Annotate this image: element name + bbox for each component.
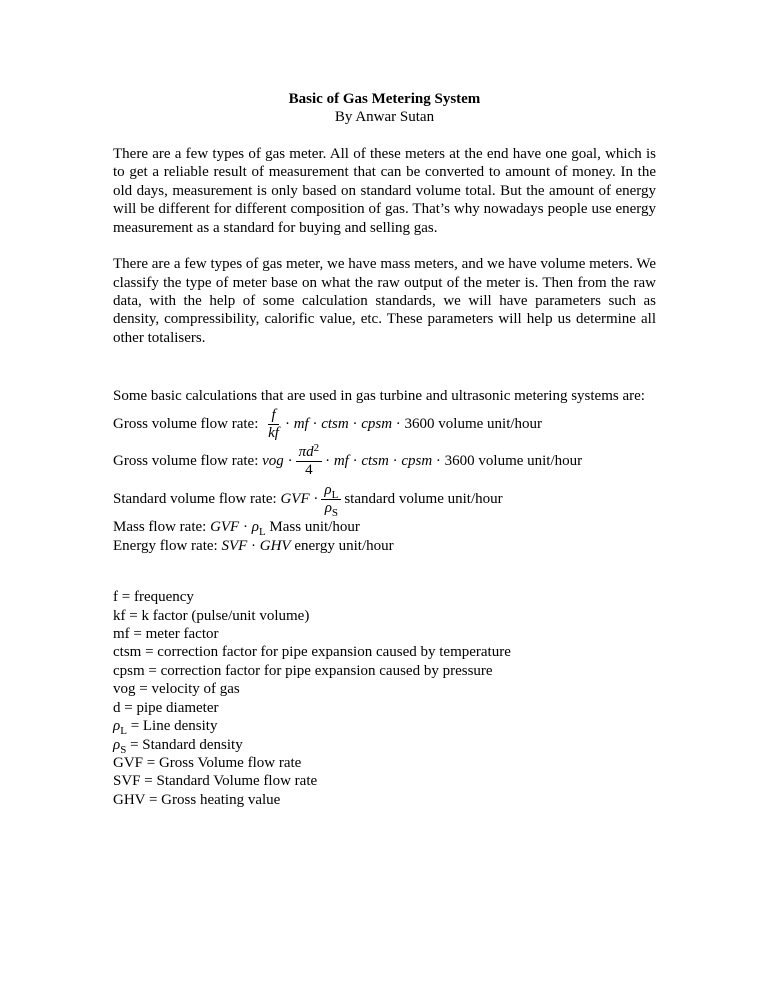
text-segment: cpsm = correction factor for pipe expansion caused by pressure bbox=[113, 662, 493, 679]
fraction bbox=[265, 407, 282, 443]
math-variable: ctsm bbox=[361, 453, 389, 470]
text-segment: · 3600 volume unit/hour bbox=[392, 415, 543, 432]
math-variable: ρ bbox=[251, 519, 259, 536]
formula-line bbox=[113, 443, 656, 481]
math-variable: GHV bbox=[259, 537, 291, 554]
definition-line bbox=[113, 736, 656, 754]
formula-line bbox=[113, 537, 656, 555]
math-variable: ρ bbox=[324, 481, 332, 498]
math-variable: mf bbox=[333, 453, 349, 470]
math-variable: ρ bbox=[324, 499, 332, 516]
text-segment: · bbox=[309, 490, 319, 507]
paragraph: There are a few types of gas meter, we have mass meters, and we have volume meters. We classify the type of meter base on what the raw output of the meter is. Then from the raw data, with the help of some calculation standards, we will have parameters such as density, compressibility, calorific value, etc. These parameters will help us determine all other totalisers. bbox=[113, 256, 656, 346]
definition-line bbox=[113, 625, 656, 643]
math-variable: GVF bbox=[210, 519, 240, 536]
math-variable: πd bbox=[298, 444, 314, 461]
formula-label: Energy flow rate: bbox=[113, 537, 222, 554]
math-variable: SVF bbox=[221, 537, 248, 554]
text-segment: Mass unit/hour bbox=[265, 519, 360, 536]
text-segment: S bbox=[120, 743, 127, 756]
definition-line bbox=[113, 754, 656, 772]
formula-label: Mass flow rate: bbox=[113, 519, 211, 536]
definition-line bbox=[113, 643, 656, 661]
formula-line bbox=[113, 481, 656, 519]
definitions-block bbox=[113, 588, 656, 809]
text-segment: · bbox=[348, 453, 362, 470]
definition-line bbox=[113, 680, 656, 698]
fraction bbox=[321, 482, 341, 518]
formula-label: Gross volume flow rate: bbox=[113, 415, 263, 432]
text-segment: · 3600 volume unit/hour bbox=[432, 453, 583, 470]
math-variable: GVF bbox=[280, 490, 310, 507]
math-variable: vog bbox=[262, 453, 284, 470]
text-segment: · bbox=[388, 453, 402, 470]
definition-line bbox=[113, 662, 656, 680]
text-segment: · bbox=[325, 453, 334, 470]
definition-line bbox=[113, 588, 656, 606]
formulas-block bbox=[113, 406, 656, 555]
text-segment: GVF = Gross Volume flow rate bbox=[113, 755, 302, 771]
text-segment: kf = k factor (pulse/unit volume) bbox=[113, 607, 310, 624]
math-variable: ρ bbox=[113, 718, 121, 735]
text-segment: S bbox=[331, 506, 339, 519]
definition-line bbox=[113, 772, 656, 790]
text-segment: standard volume unit/hour bbox=[344, 490, 503, 507]
text-segment: GHV = Gross heating value bbox=[113, 791, 281, 808]
math-variable: ρ bbox=[113, 736, 121, 753]
text-segment: 2 bbox=[313, 442, 320, 455]
text-segment: energy unit/hour bbox=[290, 537, 394, 554]
text-segment: mf = meter factor bbox=[113, 625, 219, 642]
text-segment: 4 bbox=[305, 462, 313, 479]
formula-label: Standard volume flow rate: bbox=[113, 490, 281, 507]
page-title: Basic of Gas Metering System bbox=[288, 91, 481, 107]
text-segment: · bbox=[284, 415, 294, 432]
paragraph: There are a few types of gas meter. All of these meters at the end have one goal, which is to get a reliable result of measurement that can be converted to amount of money. In the old days, measurement is only based on standard volume total. But the amount of energy will be different for different composition of gas. That’s why nowadays people use energy measurement as a standard for buying and selling gas. bbox=[113, 145, 656, 236]
byline: By Anwar Sutan bbox=[334, 109, 435, 126]
calculations-intro: Some basic calculations that are used in gas turbine and ultrasonic metering systems are: bbox=[113, 388, 645, 405]
text-segment: L bbox=[258, 526, 266, 539]
text-segment: · bbox=[239, 519, 252, 536]
math-variable: cpsm bbox=[361, 415, 393, 432]
definition-line bbox=[113, 717, 656, 738]
text-segment: d = pipe diameter bbox=[113, 699, 219, 716]
text-segment: · bbox=[283, 453, 293, 470]
fraction bbox=[296, 444, 323, 480]
formula-line bbox=[113, 406, 656, 444]
math-variable: kf bbox=[268, 424, 279, 441]
text-segment: · bbox=[247, 537, 260, 554]
text-segment: SVF = Standard Volume flow rate bbox=[113, 773, 318, 790]
text-segment: = Standard density bbox=[126, 736, 243, 753]
text-segment: = Line density bbox=[126, 718, 218, 735]
text-segment: L bbox=[120, 725, 127, 738]
math-variable: mf bbox=[293, 415, 309, 432]
definition-line bbox=[113, 607, 656, 625]
text-segment: · bbox=[308, 415, 322, 432]
text-segment: f = frequency bbox=[113, 589, 194, 606]
text-segment: L bbox=[331, 488, 339, 501]
math-variable: f bbox=[271, 406, 276, 423]
math-variable: cpsm bbox=[401, 453, 433, 470]
definition-line bbox=[113, 791, 656, 809]
definition-line bbox=[113, 699, 656, 717]
formula-line bbox=[113, 518, 656, 539]
text-segment: · bbox=[348, 415, 362, 432]
formula-label: Gross volume flow rate: bbox=[113, 453, 263, 470]
text-segment: ctsm = correction factor for pipe expansion caused by temperature bbox=[113, 644, 511, 661]
text-segment: vog = velocity of gas bbox=[113, 681, 240, 698]
math-variable: ctsm bbox=[321, 415, 349, 432]
